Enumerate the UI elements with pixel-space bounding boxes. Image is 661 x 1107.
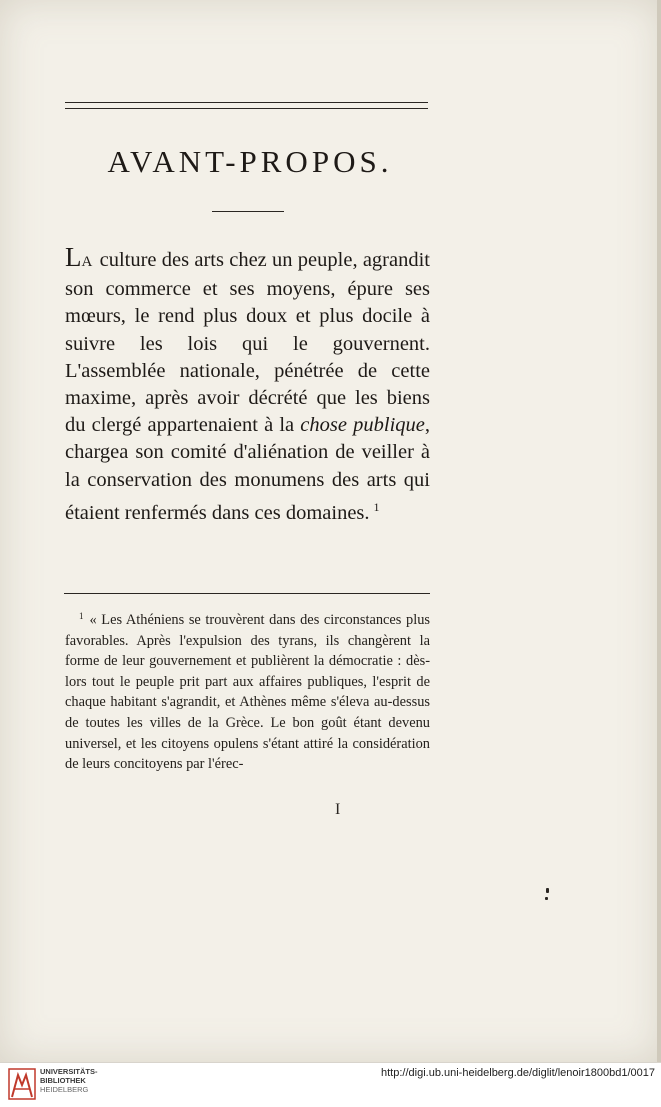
library-name [40,1067,98,1094]
ink-speck [545,897,548,900]
body-emphasis: chose publique [300,414,425,437]
page-title: AVANT-PROPOS. [107,144,393,179]
footnote-reference: 1 [373,499,380,514]
source-url-link[interactable]: http://digi.ub.uni-heidelberg.de/diglit/lenoir1800bd1/0017 [381,1067,655,1079]
dropcap-second-letter: A [81,254,95,270]
heidelberg-library-logo-icon [8,1067,36,1101]
dropcap-first-letter: L [65,242,82,272]
footnote [65,606,430,775]
library-name-line1: UNIVERSITÄTS- [40,1067,98,1076]
header-double-rule [65,102,428,109]
title-rule [212,211,284,212]
ink-speck [546,888,549,893]
signature-mark: I [335,801,341,818]
body-text-part2: , chargea son comité d'aliénation de veiller à la conservation des monumens des arts qui étaient renfermés dans ces domaines. [65,414,430,524]
library-name-line2: BIBLIOTHEK [40,1076,86,1085]
library-name-line3: HEIDELBERG [40,1085,89,1094]
body-text-part1: culture des arts chez un peuple, agrandit son commerce et ses moyens, épure ses mœurs, le rend plus doux et plus docile à suivre les lois qui le gouvernent. L'assemblée nationale, pénétrée de cette maxime, après avoir décrété que les biens du clergé appartenaient à la [65,249,430,437]
footnote-marker: 1 [79,611,84,621]
body-paragraph [65,244,430,527]
footnote-rule [64,593,430,594]
footnote-text: « Les Athéniens se trouvèrent dans des circonstances plus favorables. Après l'expulsion des tyrans, ils changèrent la forme de leur gouvernement et publièrent la démocratie : dès-lors tout le peuple prit part aux affaires publiques, l'esprit de chaque habitant s'agrandit, et Athènes même s'éleva au-dessus de toutes les villes de la Grèce. Le bon goût étant devenu universel, et les citoyens opulens s'étant attiré la considération de leurs concitoyens par l'érec- [65,612,430,773]
page-edge [657,0,661,1062]
